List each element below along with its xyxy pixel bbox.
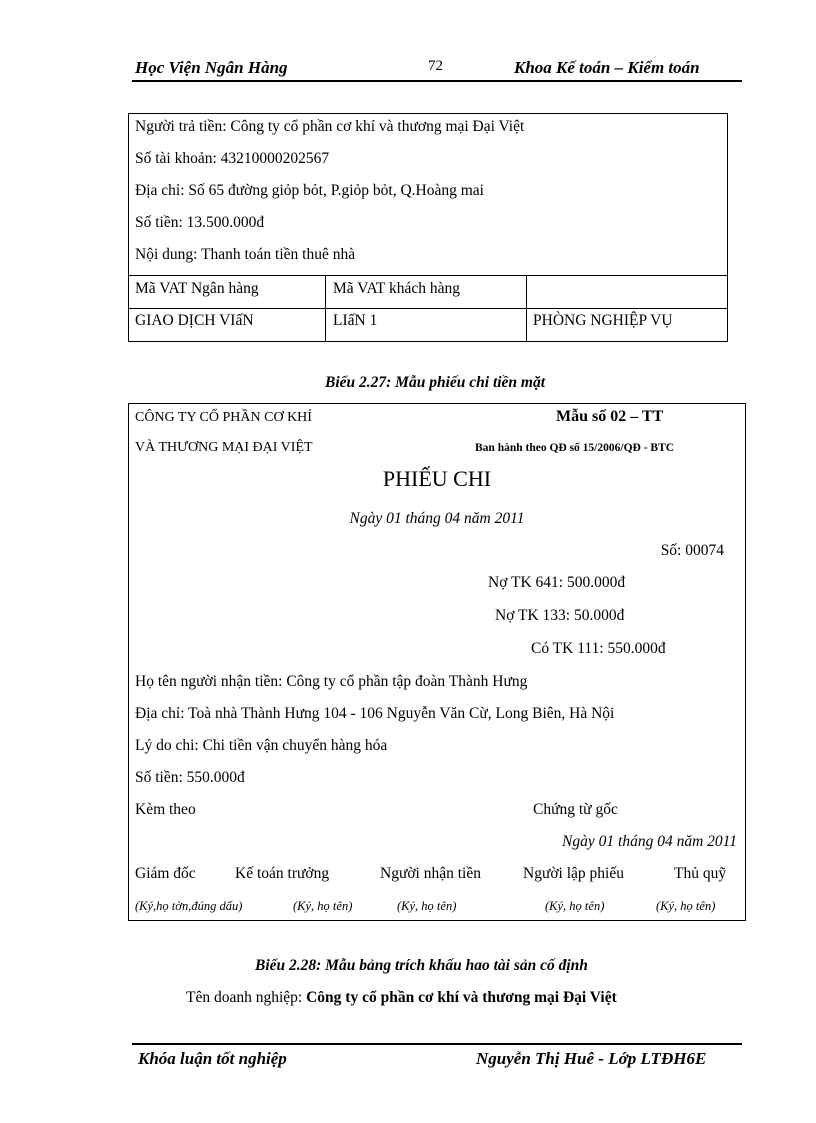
recipient-line: Họ tên người nhận tiền: Công ty cổ phần tập đoàn Thành Hưng [135, 673, 528, 690]
decision-reference: Ban hành theo QĐ số 15/2006/QĐ - BTC [475, 442, 675, 454]
vat-bank-cell: Mã VAT Ngân hàng [135, 280, 259, 297]
enterprise-value: Công ty cổ phần cơ khí và thương mại Đại Việt [306, 989, 617, 1006]
enterprise-name-line [186, 989, 617, 1007]
header-rule [132, 80, 742, 82]
signer-recipient: Người nhận tiền [380, 865, 481, 882]
footer-author: Nguyễn Thị Huê - Lớp LTĐH6E [476, 1049, 707, 1068]
copy-cell: LIấN 1 [333, 312, 378, 329]
signer-preparer: Người lập phiếu [523, 865, 624, 882]
voucher-amount: Số tiền: 550.000đ [135, 769, 245, 786]
caption-figure-2-28: Biểu 2.28: Mẫu bảng trích khấu hao tài sản cố định [255, 957, 588, 974]
table-divider [325, 275, 326, 341]
content-line: Nội dung: Thanh toán tiền thuê nhà [135, 246, 356, 263]
account-line: Số tài khoản: 43210000202567 [135, 150, 330, 167]
signer-director: Giám đốc [135, 865, 196, 882]
attached-label: Kèm theo [135, 801, 196, 818]
signer-note-director: (Ký,họ tờn,đúng dấu) [135, 899, 243, 913]
signer-note-preparer: (Ký, họ tên) [545, 899, 605, 913]
signing-date: Ngày 01 tháng 04 năm 2011 [562, 833, 737, 850]
vat-customer-cell: Mã VAT khách hàng [333, 280, 461, 297]
payment-reason: Lý do chi: Chi tiền vận chuyển hàng hóa [135, 737, 388, 754]
signer-note-chief-accountant: (Ký, họ tên) [293, 899, 353, 913]
signer-chief-accountant: Kế toán trưởng [235, 865, 330, 882]
amount-line: Số tiền: 13.500.000đ [135, 214, 265, 231]
caption-figure-2-27: Biểu 2.27: Mẫu phiếu chi tiền mặt [325, 374, 546, 391]
teller-cell: GIAO DỊCH VIấN [135, 312, 254, 329]
table-divider [526, 275, 527, 341]
signer-cashier: Thủ quỹ [674, 865, 727, 882]
payment-voucher [128, 403, 746, 921]
department-cell: PHÒNG NGHIỆP VỤ [533, 312, 673, 329]
recipient-address: Địa chỉ: Toà nhà Thành Hưng 104 - 106 Nguyễn Văn Cừ, Long Biên, Hà Nội [135, 705, 615, 722]
table-divider [129, 275, 727, 276]
voucher-date: Ngày 01 tháng 04 năm 2011 [349, 510, 525, 527]
enterprise-label: Tên doanh nghiệp: [186, 989, 303, 1006]
payer-line: Người trả tiền: Công ty cổ phần cơ khí và thương mại Đại Việt [135, 118, 525, 135]
debit-133: Nợ TK 133: 50.000đ [495, 607, 625, 624]
page-number: 72 [428, 58, 443, 74]
signer-note-recipient: (Ký, họ tên) [397, 899, 457, 913]
voucher-title: PHIẾU CHI [382, 466, 492, 491]
header-faculty: Khoa Kế toán – Kiểm toán [514, 58, 700, 77]
credit-111: Có TK 111: 550.000đ [531, 640, 666, 657]
attached-documents: Chứng từ gốc [533, 801, 618, 818]
table-divider [129, 308, 727, 309]
header-institution: Học Viện Ngân Hàng [135, 58, 288, 77]
footer-thesis: Khóa luận tốt nghiệp [138, 1049, 287, 1068]
voucher-number: Số: 00074 [660, 542, 724, 559]
signer-note-cashier: (Ký, họ tên) [656, 899, 716, 913]
company-name-line2: VÀ THƯƠNG MẠI ĐẠI VIỆT [135, 440, 313, 455]
form-number: Mẫu số 02 – TT [556, 408, 664, 425]
debit-641: Nợ TK 641: 500.000đ [488, 574, 626, 591]
payment-order-table [128, 113, 728, 342]
company-name-line1: CÔNG TY CỔ PHẦN CƠ KHÍ [135, 410, 312, 425]
address-line: Địa chỉ: Số 65 đường giỏp bỏt, P.giỏp bỏt, Q.Hoàng mai [135, 182, 484, 199]
footer-rule [132, 1043, 742, 1045]
